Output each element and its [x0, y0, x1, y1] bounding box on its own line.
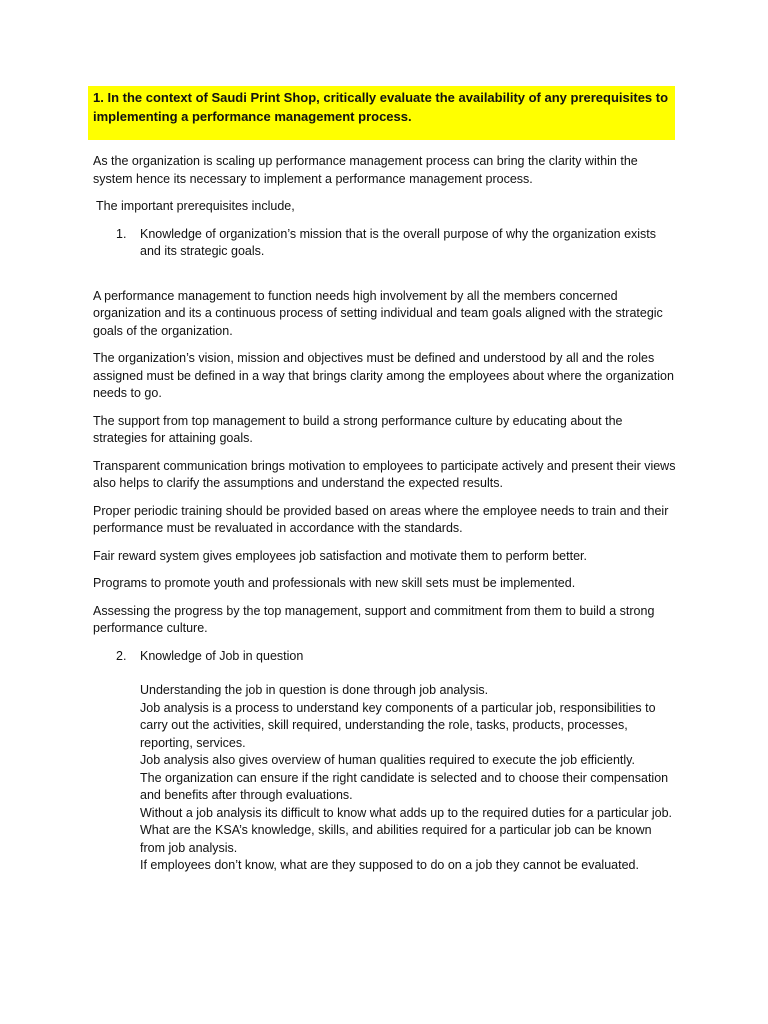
job-line: The organization can ensure if the right candidate is selected and to choose their compensation and benefits after through evaluations.: [140, 770, 669, 802]
paragraph-reward: Fair reward system gives employees job satisfaction and motivate them to perform better.: [93, 548, 587, 563]
list-item-2: [116, 648, 678, 666]
job-line: Understanding the job in question is done through job analysis.: [140, 683, 489, 697]
job-analysis-block: [140, 682, 678, 875]
prerequisites-intro: The important prerequisites include,: [96, 199, 295, 213]
highlighted-question-box: [88, 86, 675, 140]
list-text: Knowledge of organization’s mission that is the overall purpose of why the organization exists and its strategic goals.: [140, 226, 657, 258]
list-item-1: [116, 226, 678, 261]
intro-paragraph: As the organization is scaling up performance management process can bring the clarity within the system hence its necessary to implement a performance management process.: [93, 154, 638, 186]
job-line: If employees don’t know, what are they supposed to do on a job they cannot be evaluated.: [140, 858, 639, 872]
paragraph-involvement: A performance management to function needs high involvement by all the members concerned organization and its a continuous process of setting individual and team goals aligned with the strategic goals of the organization.: [93, 288, 663, 338]
list-number: 1.: [116, 226, 127, 241]
paragraph-vision: The organization’s vision, mission and objectives must be defined and understood by all and the roles assigned must be defined in a way that brings clarity among the employees about where the organization needs to go.: [93, 351, 674, 400]
job-line: Job analysis is a process to understand key components of a particular job, responsibilities to carry out the activities, skill required, understanding the role, tasks, products, processes, reporting, services.: [140, 700, 656, 750]
job-line: Without a job analysis its difficult to know what adds up to the required duties for a particular job.: [140, 805, 673, 820]
question-heading: 1. In the context of Saudi Print Shop, critically evaluate the availability of any prerequisites to implementing a performance management process.: [93, 90, 669, 124]
paragraph-assessing: Assessing the progress by the top management, support and commitment from them to build a strong performance culture.: [93, 603, 655, 635]
paragraph-top-management: The support from top management to build a strong performance culture by educating about the strategies for attaining goals.: [93, 413, 623, 445]
list-number: 2.: [116, 648, 127, 663]
paragraph-programs: Programs to promote youth and professionals with new skill sets must be implemented.: [93, 576, 576, 590]
paragraph-training: Proper periodic training should be provided based on areas where the employee needs to train and their performance must be revaluated in accordance with the standards.: [93, 503, 669, 535]
paragraph-communication: Transparent communication brings motivation to employees to participate actively and present their views also helps to clarify the assumptions and understand the expected results.: [93, 458, 676, 490]
job-line: What are the KSA’s knowledge, skills, and abilities required for a particular job can be known from job analysis.: [140, 823, 652, 855]
document-body: [93, 153, 678, 875]
job-line: Job analysis also gives overview of human qualities required to execute the job efficiently.: [140, 753, 635, 767]
list-text: Knowledge of Job in question: [140, 648, 304, 663]
